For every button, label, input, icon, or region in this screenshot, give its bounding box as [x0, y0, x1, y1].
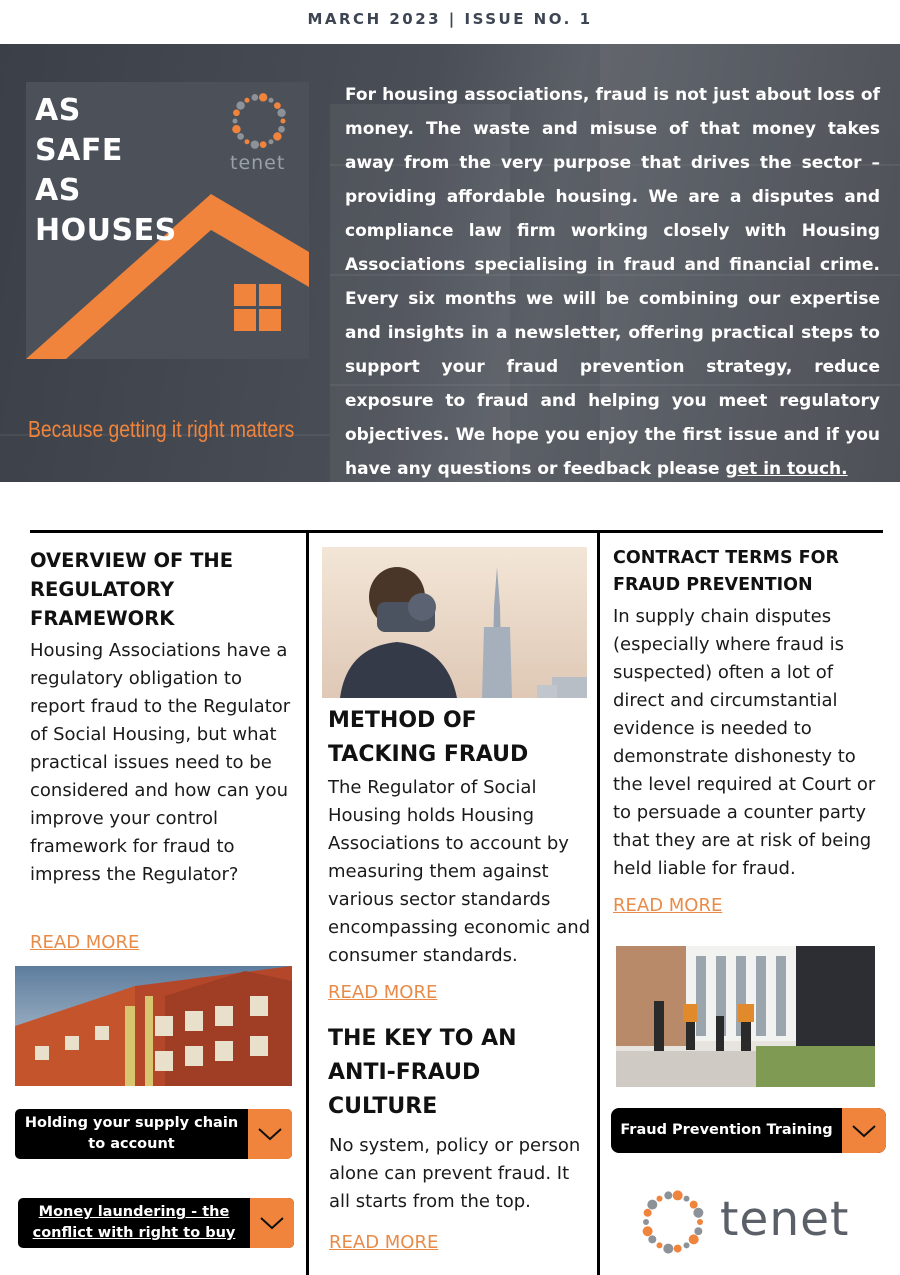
tagline: Because getting it right matters	[28, 416, 295, 442]
window-icon	[234, 284, 281, 331]
method-body: The Regulator of Social Housing holds Housing Associations to account by measuring them against various sector standards encompassing economic and consumer standards.	[328, 777, 591, 966]
money-laundering-label: Money laundering - the conflict with right to buy	[32, 1204, 236, 1241]
fraud-prevention-training-label: Fraud Prevention Training	[620, 1122, 833, 1138]
fraud-prevention-training-button[interactable]	[611, 1108, 886, 1153]
overview-body: Housing Associations have a regulatory obligation to report fraud to the Regulator of Social Housing, but what practical issues need to be considered and how can you improve your control framework for fraud to impress the Regulator?	[30, 640, 291, 885]
footer-brand: tenet	[720, 1192, 850, 1247]
column-divider	[597, 533, 600, 1275]
family-walking-image	[616, 946, 875, 1087]
apartment-building-image	[15, 966, 292, 1086]
anti-fraud-culture-body: No system, policy or person alone can prevent fraud. It all starts from the top.	[329, 1135, 581, 1212]
intro-paragraph: For housing associations, fraud is not just about loss of money. The waste and misuse of that money takes away from the very purpose that drives the sector – providing affordable housing. We are a disputes and compliance law firm working closely with Housing Associations specialising in fraud and financial crime. Every six months we will be combining our expertise and insights in a newsletter, offering practical steps to support your fraud prevention strategy, reduce exposure to fraud and helping you meet regulatory objectives. We hope you enjoy the first issue and if you have any questions or feedback please get in touch.	[345, 85, 880, 479]
section-divider	[30, 530, 883, 533]
chevron-down-icon	[842, 1108, 886, 1153]
contract-terms-heading: CONTRACT TERMS FOR FRAUD PREVENTION	[613, 548, 839, 595]
overview-read-more-link[interactable]: READ MORE	[30, 932, 140, 953]
chevron-down-icon	[248, 1109, 292, 1159]
tenet-ring-logo	[226, 88, 292, 154]
supply-chain-label: Holding your supply chain to account	[24, 1115, 239, 1152]
binoculars-child-image	[322, 547, 587, 698]
contract-terms-body: In supply chain disputes (especially where fraud is suspected) often a lot of direct and circumstantial evidence is needed to demonstrate dishonesty to the level required at Court or to persuade a counter party that they are at risk of being held liable for fraud.	[613, 606, 876, 879]
chevron-down-icon	[250, 1198, 294, 1248]
money-laundering-button[interactable]	[18, 1198, 294, 1248]
issue-line: MARCH 2023 | ISSUE NO. 1	[307, 10, 593, 28]
supply-chain-button[interactable]	[15, 1109, 292, 1159]
contract-terms-read-more-link[interactable]: READ MORE	[613, 895, 723, 916]
anti-fraud-culture-heading: THE KEY TO AN ANTI-FRAUD CULTURE	[328, 1026, 517, 1119]
method-heading: METHOD OF TACKING FRAUD	[328, 708, 529, 767]
column-divider	[306, 533, 309, 1275]
anti-fraud-read-more-link[interactable]: READ MORE	[329, 1232, 439, 1253]
get-in-touch-link[interactable]: get in touch.	[725, 459, 848, 479]
method-read-more-link[interactable]: READ MORE	[328, 982, 438, 1003]
logo-title: AS SAFE AS HOUSES	[35, 93, 177, 248]
overview-heading: OVERVIEW OF THE REGULATORY FRAMEWORK	[30, 549, 234, 630]
tenet-ring-logo	[636, 1185, 710, 1259]
logo-brand: tenet	[230, 152, 286, 174]
newsletter-logo	[26, 82, 309, 359]
